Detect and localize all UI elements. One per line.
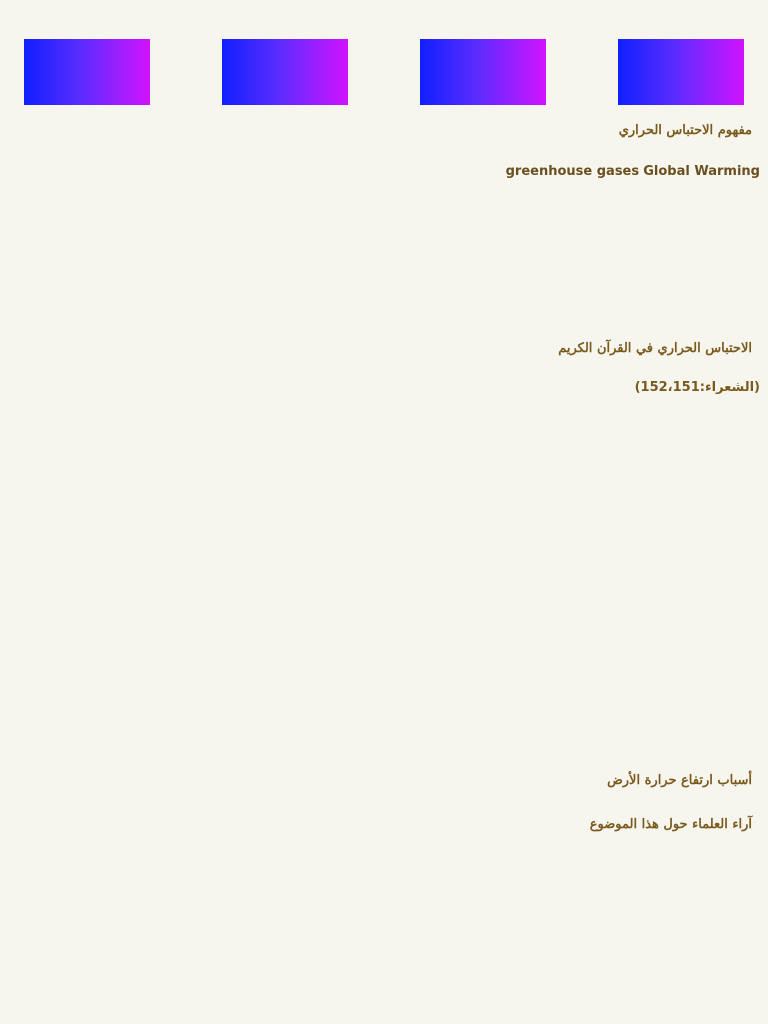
banner-box-2: [222, 39, 348, 105]
banner-box-4: [618, 39, 744, 105]
quran-paragraph-4: [12, 524, 760, 664]
section-title-scholars: آراء العلماء حول هذا الموضوع: [589, 817, 752, 832]
section-title-causes: أسباب ارتفاع حرارة الأرض: [607, 773, 752, 788]
term-global-warming: Global Warming: [643, 164, 760, 179]
banner-box-1: [24, 39, 150, 105]
term-greenhouse-gases: greenhouse gases: [505, 164, 640, 179]
quran-paragraph-5: [12, 666, 760, 746]
quran-reference-shuara: (الشعراء:152،151): [634, 380, 760, 395]
section-title-concept: مفهوم الاحتباس الحراري: [618, 123, 752, 138]
quran-paragraph-3: [12, 462, 760, 522]
quran-paragraph-1: [12, 378, 760, 438]
section-title-quran: الاحتباس الحراري في القرآن الكريم: [558, 341, 752, 356]
article-body: [0, 122, 768, 1024]
banner-row: [24, 39, 744, 105]
banner-box-3: [420, 39, 546, 105]
quran-paragraph-2: [12, 440, 760, 460]
causes-paragraph-1: [12, 842, 760, 1012]
intro-paragraph: [12, 162, 760, 312]
